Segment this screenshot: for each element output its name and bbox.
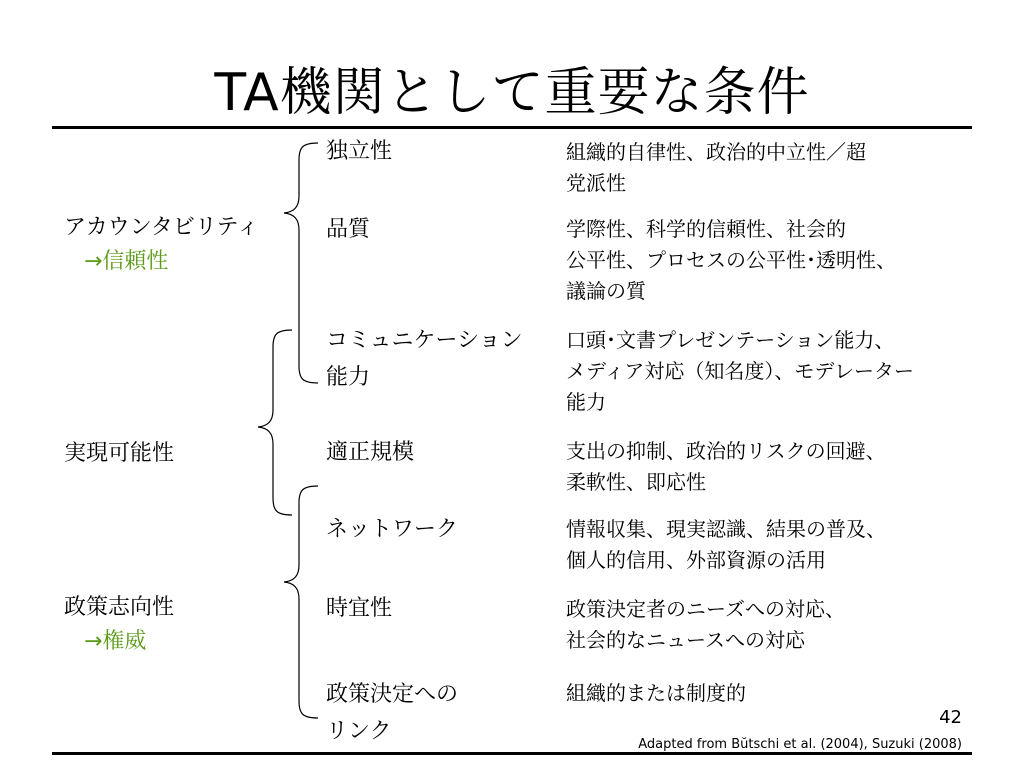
- description-policy-link: 組織的または制度的: [566, 681, 746, 705]
- brace-policy-orientation: [284, 486, 318, 718]
- category-name: アカウンタビリティ: [64, 215, 259, 240]
- feature-quality: 品質: [326, 217, 371, 242]
- slide-title: TA機関として重要な条件: [214, 63, 810, 123]
- brace-accountability: [284, 143, 318, 383]
- footer-rule: [52, 752, 972, 755]
- category-accountability: [64, 211, 259, 279]
- description-timeliness: 政策決定者のニーズへの対応、 社会的なニュースへの対応: [566, 597, 845, 652]
- description-appropriate-scale: 支出の抑制、政治的リスクの回避、 柔軟性、即応性: [566, 439, 886, 494]
- feature-policy-link: 政策決定への リンク: [326, 682, 459, 744]
- description-independence: 組織的自律性、政治的中立性／超 党派性: [566, 140, 866, 195]
- category-sub: →信頼性: [84, 249, 169, 274]
- category-feasibility: [64, 437, 174, 471]
- brace-feasibility: [258, 330, 292, 515]
- feature-appropriate-scale: 適正規模: [326, 440, 415, 465]
- category-policy-orientation: [64, 591, 174, 659]
- category-name: 政策志向性: [64, 595, 175, 620]
- feature-communication: コミュニケーション 能力: [326, 328, 523, 390]
- feature-network: ネットワーク: [326, 517, 459, 542]
- description-network: 情報収集、現実認識、結果の普及、 個人的信用、外部資源の活用: [566, 517, 886, 572]
- description-quality: 学際性、科学的信頼性、社会的 公平性、プロセスの公平性･透明性、 議論の質: [566, 217, 896, 303]
- description-communication: 口頭･文書プレゼンテーション能力、 メディア対応（知名度）、モデレーター 能力: [566, 328, 914, 414]
- title-rule: [52, 126, 972, 129]
- feature-timeliness: 時宜性: [326, 596, 393, 621]
- page-number: 42: [939, 707, 962, 728]
- feature-independence: 独立性: [326, 139, 393, 164]
- category-name: 実現可能性: [64, 441, 175, 466]
- category-sub: →権威: [84, 629, 147, 654]
- source-credit: Adapted from Bŭtschi et al. (2004), Suzuki (2008): [638, 737, 962, 752]
